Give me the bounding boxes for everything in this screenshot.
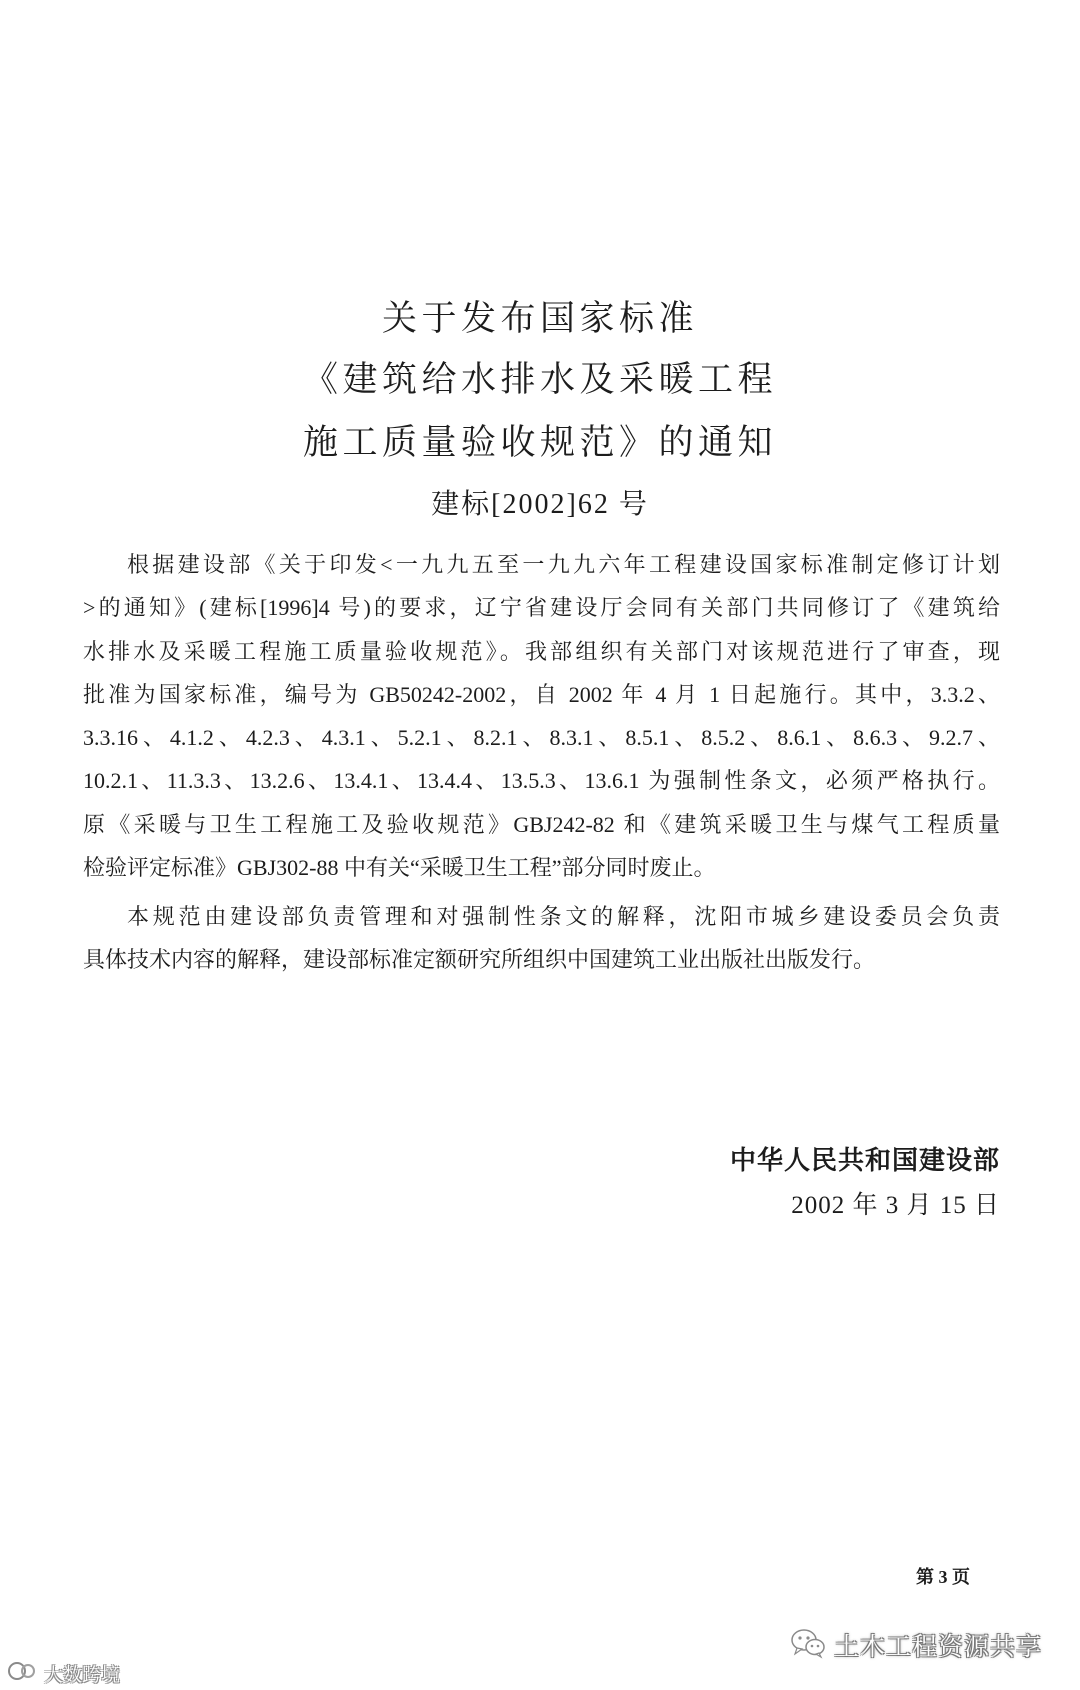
title-line: 《建筑给水排水及采暖工程	[302, 360, 777, 399]
body-line: 3.3.16、4.1.2、4.2.3、4.3.1、5.2.1、8.2.1、8.3.1、8.5.1、8.5.2、8.6.1、8.6.3、9.2.7、	[83, 725, 1000, 751]
logo-watermark	[8, 1660, 120, 1686]
body-line: 本规范由建设部负责管理和对强制性条文的解释，沈阳市城乡建设委员会负责	[127, 904, 1000, 929]
wechat-icon	[790, 1627, 826, 1664]
body-paragraph	[83, 543, 1000, 889]
wechat-watermark	[790, 1627, 1042, 1663]
body-line: 水排水及采暖工程施工质量验收规范》。我部组织有关部门对该规范进行了审查，现	[83, 638, 1000, 664]
page-number: 第 3 页	[916, 1567, 970, 1587]
title-line: 施工质量验收规范》的通知	[302, 423, 777, 462]
body-line: >的通知》(建标[1996]4 号)的要求，辽宁省建设厅会同有关部门共同修订了《建筑给	[83, 595, 1000, 621]
document-number: 建标[2002]62 号	[431, 489, 649, 520]
issuer-signature: 中华人民共和国建设部	[729, 1146, 1000, 1175]
logo-text: 大数跨境	[44, 1663, 121, 1686]
issue-date: 2002 年 3 月 15 日	[791, 1192, 1000, 1219]
circle-logo-icon	[8, 1660, 38, 1687]
body-line: 检验评定标准》GBJ302-88 中有关“采暖卫生工程”部分同时废止。	[83, 855, 716, 881]
body-line: 原《采暖与卫生工程施工及验收规范》GBJ242-82 和《建筑采暖卫生与煤气工程质量	[83, 811, 1000, 837]
body-line: 10.2.1、11.3.3、13.2.6、13.4.1、13.4.4、13.5.3、13.6.1 为强制性条文，必须严格执行。	[83, 768, 1000, 794]
body-line: 具体技术内容的解释，建设部标准定额研究所组织中国建筑工业出版社出版发行。	[83, 947, 876, 973]
body-paragraph	[83, 895, 1000, 982]
title-line: 关于发布国家标准	[381, 299, 698, 338]
wechat-account-name: 土木工程资源共享	[834, 1632, 1043, 1661]
body-line: 根据建设部《关于印发<一九九五至一九九六年工程建设国家标准制定修订计划	[127, 552, 1000, 577]
body-line: 批准为国家标准，编号为 GB50242-2002，自 2002 年 4 月 1 日起施行。其中，3.3.2、	[83, 681, 1000, 707]
